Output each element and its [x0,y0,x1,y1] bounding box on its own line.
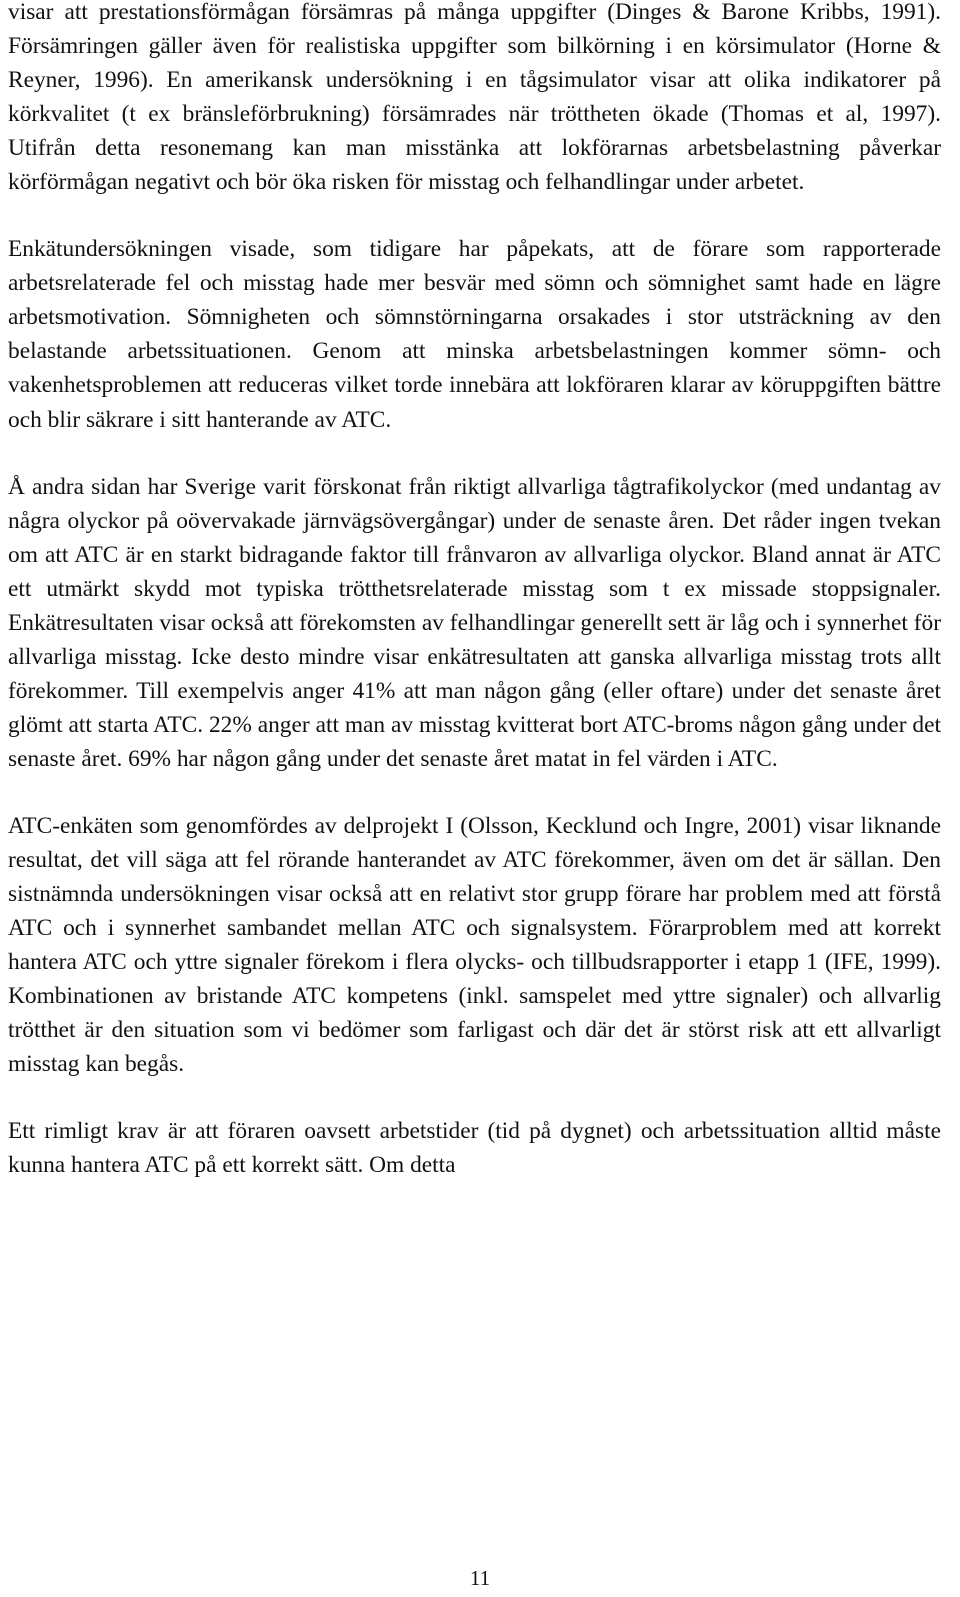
paragraph-1: visar att prestationsförmågan försämras på många uppgifter (Dinges & Barone Kribbs, 1991). Försämringen gäller även för realistiska uppgifter som bilkörning i en körsimulator (Horne & Reyner, 1996). En amerikansk undersökning i en tågsimulator visar att olika indikatorer på körkvalitet (t ex bränsleförbrukning) försämrades när tröttheten ökade (Thomas et al, 1997). Utifrån detta resonemang kan man misstänka att lokförarnas arbetsbelastning påverkar körförmågan negativt och bör öka risken för misstag och felhandlingar under arbetet. [8,0,941,196]
paragraph-3: Å andra sidan har Sverige varit förskonat från riktigt allvarliga tågtrafikolyckor (med undantag av några olyckor på oövervakade järnvägsövergångar) under de senaste åren. Det råder ingen tvekan om att ATC är en starkt bidragande faktor till frånvaron av allvarliga olyckor. Bland annat är ATC ett utmärkt skydd mot typiska trötthetsrelaterade misstag som t ex missade stoppsignaler. Enkätresultaten visar också att förekomsten av felhandlingar generellt sett är låg och i synnerhet för allvarliga misstag. Icke desto mindre visar enkätresultaten att ganska allvarliga misstag trots allt förekommer. Till exempelvis anger 41% att man någon gång (eller oftare) under det senaste året glömt att starta ATC. 22% anger att man av misstag kvitterat bort ATC-broms någon gång under det senaste året. 69% har någon gång under det senaste året matat in fel värden i ATC. [8,473,941,772]
paragraph-5: Ett rimligt krav är att föraren oavsett arbetstider (tid på dygnet) och arbetssituation alltid måste kunna hantera ATC på ett korrekt sätt. Om detta [8,1118,941,1179]
body-text [8,0,941,1215]
paragraph-4: ATC-enkäten som genomfördes av delprojekt I (Olsson, Kecklund och Ingre, 2001) visar liknande resultat, det vill säga att fel rörande hanterandet av ATC förekommer, även om det är sällan. Den sistnämnda undersökningen visar också att en relativt stor grupp förare har problem med att förstå ATC och i synnerhet sambandet mellan ATC och signalsystem. Förarproblem med att korrekt hantera ATC och yttre signaler förekom i flera olycks- och tillbudsrapporter i etapp 1 (IFE, 1999). Kombinationen av bristande ATC kompetens (inkl. samspelet med yttre signaler) och allvarlig trötthet är den situation som vi bedömer som farligast och där det är störst risk att ett allvarligt misstag kan begås. [8,812,941,1078]
page-number: 11 [469,1566,491,1590]
paragraph-2: Enkätundersökningen visade, som tidigare har påpekats, att de förare som rapporterade arbetsrelaterade fel och misstag hade mer besvär med sömn och sömnighet samt hade en lägre arbetsmotivation. Sömnigheten och sömnstörningarna orsakades i stor utsträckning av den belastande arbetssituationen. Genom att minska arbetsbelastningen kommer sömn- och vakenhetsproblemen att reduceras vilket torde innebära att lokföraren klarar av köruppgiften bättre och blir säkrare i sitt hanterande av ATC. [8,236,941,433]
